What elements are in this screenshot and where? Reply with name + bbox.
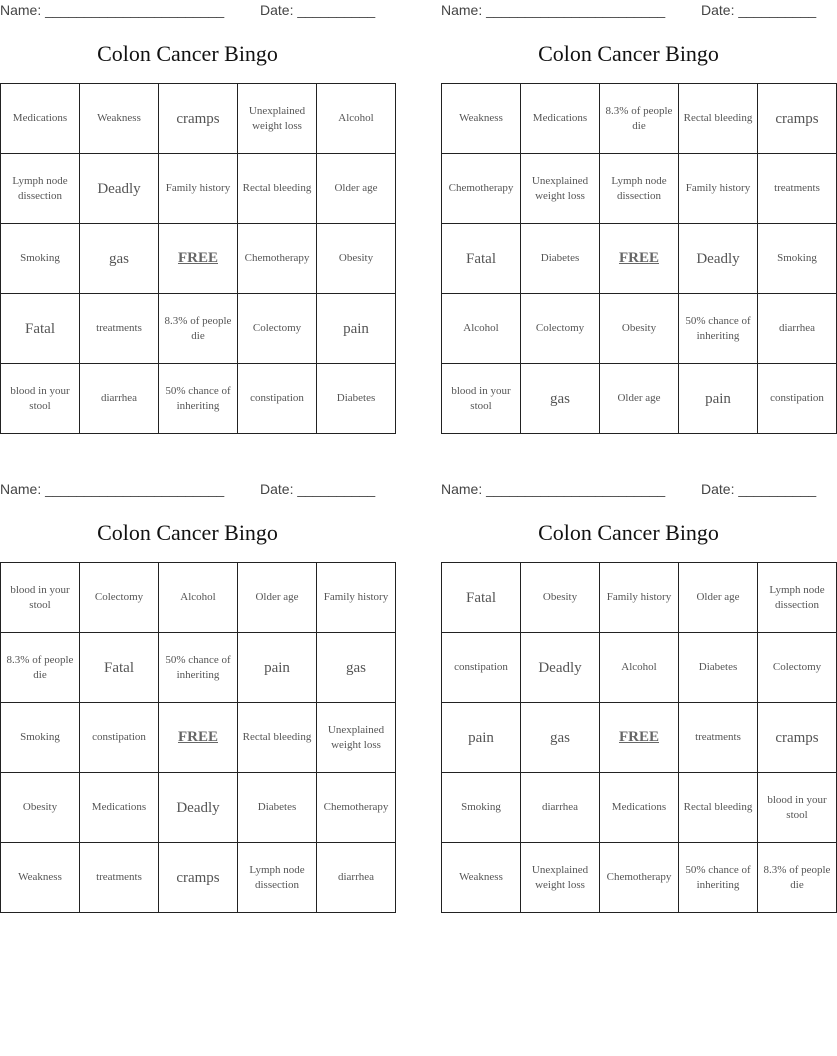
name-date-row (441, 0, 816, 22)
bingo-cell[interactable]: Smoking (442, 773, 521, 843)
name-field[interactable]: Name: _______________________ (0, 481, 225, 497)
bingo-cell[interactable]: Fatal (442, 224, 521, 294)
bingo-cell[interactable]: Colectomy (238, 294, 317, 364)
bingo-cell[interactable]: Obesity (600, 294, 679, 364)
bingo-cell[interactable]: treatments (679, 703, 758, 773)
bingo-cell[interactable]: Deadly (679, 224, 758, 294)
bingo-cell[interactable]: treatments (80, 843, 159, 913)
bingo-row (1, 224, 396, 294)
bingo-cell[interactable]: gas (317, 633, 396, 703)
bingo-grid (0, 562, 396, 913)
bingo-cell[interactable]: Fatal (1, 294, 80, 364)
bingo-cell[interactable]: Smoking (1, 703, 80, 773)
bingo-row (442, 563, 837, 633)
name-date-row (441, 479, 816, 501)
bingo-cell[interactable]: 8.3% of people die (159, 294, 238, 364)
bingo-cell[interactable]: Colectomy (80, 563, 159, 633)
bingo-cell[interactable]: pain (679, 364, 758, 434)
bingo-cell[interactable]: Chemotherapy (600, 843, 679, 913)
date-field[interactable]: Date: __________ (260, 481, 376, 497)
bingo-cell[interactable]: treatments (80, 294, 159, 364)
free-space[interactable]: FREE (159, 224, 238, 294)
bingo-row (1, 843, 396, 913)
bingo-cell[interactable]: Older age (679, 563, 758, 633)
bingo-grid (441, 83, 837, 434)
card-title: Colon Cancer Bingo (97, 520, 278, 545)
bingo-cell[interactable]: constipation (442, 633, 521, 703)
bingo-cell[interactable]: 50% chance of inheriting (679, 294, 758, 364)
bingo-cell[interactable]: cramps (159, 843, 238, 913)
card-title: Colon Cancer Bingo (538, 520, 719, 545)
bingo-cell[interactable]: Unexplained weight loss (521, 154, 600, 224)
bingo-cell[interactable]: cramps (159, 84, 238, 154)
name-date-row (0, 479, 375, 501)
bingo-cell[interactable]: Deadly (159, 773, 238, 843)
bingo-cell[interactable]: Medications (600, 773, 679, 843)
bingo-row (1, 633, 396, 703)
bingo-grid (0, 83, 396, 434)
bingo-cell[interactable]: Family history (317, 563, 396, 633)
bingo-cell[interactable]: Medications (1, 84, 80, 154)
bingo-cell[interactable]: blood in your stool (758, 773, 837, 843)
bingo-cell[interactable]: pain (317, 294, 396, 364)
bingo-cell[interactable]: Unexplained weight loss (238, 84, 317, 154)
bingo-cell[interactable]: Chemotherapy (238, 224, 317, 294)
bingo-cell[interactable]: Rectal bleeding (238, 154, 317, 224)
bingo-row (1, 84, 396, 154)
bingo-cell[interactable]: Alcohol (442, 294, 521, 364)
card-title: Colon Cancer Bingo (97, 41, 278, 66)
date-field[interactable]: Date: __________ (701, 2, 817, 18)
name-field[interactable]: Name: _______________________ (441, 481, 666, 497)
bingo-cell[interactable]: Weakness (442, 84, 521, 154)
bingo-cell[interactable]: diarrhea (521, 773, 600, 843)
bingo-cell[interactable]: Rectal bleeding (679, 773, 758, 843)
date-field[interactable]: Date: __________ (260, 2, 376, 18)
bingo-cell[interactable]: constipation (238, 364, 317, 434)
name-field[interactable]: Name: _______________________ (0, 2, 225, 18)
bingo-card-1 (0, 0, 378, 412)
bingo-row (442, 84, 837, 154)
bingo-cell[interactable]: Obesity (317, 224, 396, 294)
bingo-cell[interactable]: Lymph node dissection (238, 843, 317, 913)
bingo-row (442, 843, 837, 913)
bingo-cell[interactable]: Family history (679, 154, 758, 224)
bingo-cell[interactable]: Weakness (80, 84, 159, 154)
bingo-cell[interactable]: Older age (317, 154, 396, 224)
bingo-card-4 (441, 479, 831, 891)
bingo-cell[interactable]: 50% chance of inheriting (159, 364, 238, 434)
bingo-cell[interactable]: Medications (521, 84, 600, 154)
bingo-cell[interactable]: Diabetes (679, 633, 758, 703)
bingo-cell[interactable]: Family history (159, 154, 238, 224)
bingo-cell[interactable]: Unexplained weight loss (521, 843, 600, 913)
bingo-cell[interactable]: Older age (600, 364, 679, 434)
bingo-cell[interactable]: Deadly (80, 154, 159, 224)
bingo-cell[interactable]: Chemotherapy (442, 154, 521, 224)
bingo-cell[interactable]: Older age (238, 563, 317, 633)
bingo-cell[interactable]: Chemotherapy (317, 773, 396, 843)
bingo-cell[interactable]: Colectomy (521, 294, 600, 364)
bingo-cell[interactable]: gas (521, 364, 600, 434)
name-date-row (0, 0, 375, 22)
bingo-cell[interactable]: gas (521, 703, 600, 773)
card-title: Colon Cancer Bingo (538, 41, 719, 66)
bingo-grid (441, 562, 837, 913)
date-field[interactable]: Date: __________ (701, 481, 817, 497)
free-space[interactable]: FREE (159, 703, 238, 773)
bingo-cell[interactable]: gas (80, 224, 159, 294)
bingo-row (1, 294, 396, 364)
bingo-cell[interactable]: Family history (600, 563, 679, 633)
bingo-cell[interactable]: 8.3% of people die (1, 633, 80, 703)
bingo-cell[interactable]: Lymph node dissection (758, 563, 837, 633)
bingo-cell[interactable]: Colectomy (758, 633, 837, 703)
bingo-cell[interactable]: Fatal (442, 563, 521, 633)
bingo-cell[interactable]: treatments (758, 154, 837, 224)
bingo-cell[interactable]: 50% chance of inheriting (679, 843, 758, 913)
bingo-cell[interactable]: pain (442, 703, 521, 773)
bingo-row (442, 154, 837, 224)
bingo-row (442, 633, 837, 703)
bingo-row (1, 154, 396, 224)
bingo-row (442, 703, 837, 773)
bingo-card-3 (0, 479, 389, 891)
name-field[interactable]: Name: _______________________ (441, 2, 666, 18)
bingo-cell[interactable]: Alcohol (600, 633, 679, 703)
bingo-cell[interactable]: cramps (758, 84, 837, 154)
bingo-cell[interactable]: Diabetes (317, 364, 396, 434)
bingo-row (442, 224, 837, 294)
bingo-cell[interactable]: cramps (758, 703, 837, 773)
bingo-row (442, 364, 837, 434)
bingo-cell[interactable]: Lymph node dissection (1, 154, 80, 224)
bingo-row (1, 364, 396, 434)
bingo-cell[interactable]: Smoking (1, 224, 80, 294)
bingo-cell[interactable]: Lymph node dissection (600, 154, 679, 224)
bingo-cell[interactable]: Deadly (521, 633, 600, 703)
bingo-cell[interactable]: Medications (80, 773, 159, 843)
bingo-cell[interactable]: 50% chance of inheriting (159, 633, 238, 703)
bingo-cell[interactable]: 8.3% of people die (600, 84, 679, 154)
bingo-cell[interactable]: Rectal bleeding (679, 84, 758, 154)
bingo-cell[interactable]: diarrhea (80, 364, 159, 434)
bingo-cell[interactable]: Weakness (1, 843, 80, 913)
bingo-cell[interactable]: blood in your stool (1, 364, 80, 434)
bingo-cell[interactable]: Diabetes (238, 773, 317, 843)
bingo-row (1, 703, 396, 773)
free-space[interactable]: FREE (600, 703, 679, 773)
bingo-cell[interactable]: Alcohol (317, 84, 396, 154)
bingo-cell[interactable]: diarrhea (317, 843, 396, 913)
bingo-cell[interactable]: pain (238, 633, 317, 703)
bingo-cell[interactable]: Alcohol (159, 563, 238, 633)
bingo-row (1, 773, 396, 843)
bingo-cell[interactable]: blood in your stool (1, 563, 80, 633)
bingo-cell[interactable]: Diabetes (521, 224, 600, 294)
bingo-cell[interactable]: Weakness (442, 843, 521, 913)
bingo-cell[interactable]: Unexplained weight loss (317, 703, 396, 773)
bingo-row (1, 563, 396, 633)
bingo-cell[interactable]: blood in your stool (442, 364, 521, 434)
free-space[interactable]: FREE (600, 224, 679, 294)
bingo-cell[interactable]: diarrhea (758, 294, 837, 364)
bingo-cell[interactable]: Smoking (758, 224, 837, 294)
bingo-cell[interactable]: Obesity (1, 773, 80, 843)
bingo-cell[interactable]: Obesity (521, 563, 600, 633)
bingo-cell[interactable]: Rectal bleeding (238, 703, 317, 773)
bingo-cell[interactable]: Fatal (80, 633, 159, 703)
bingo-cell[interactable]: constipation (80, 703, 159, 773)
bingo-cell[interactable]: constipation (758, 364, 837, 434)
bingo-row (442, 294, 837, 364)
bingo-row (442, 773, 837, 843)
bingo-cell[interactable]: 8.3% of people die (758, 843, 837, 913)
bingo-card-2 (441, 0, 824, 412)
